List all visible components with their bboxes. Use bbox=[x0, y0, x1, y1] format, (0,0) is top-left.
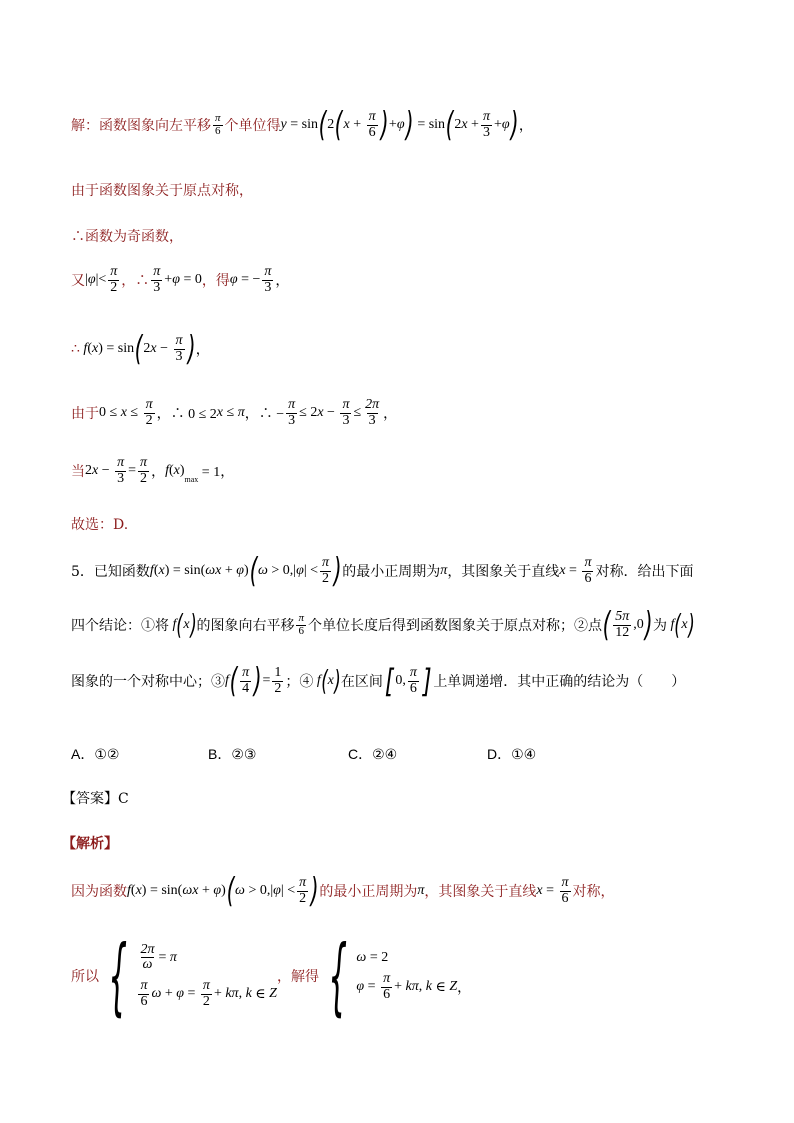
solution-line-3 bbox=[71, 226, 183, 246]
text: 在区间 bbox=[340, 674, 383, 690]
text: 四个结论：①将 bbox=[71, 618, 169, 634]
text: ，得 bbox=[201, 273, 230, 290]
analysis-line-1 bbox=[71, 871, 615, 911]
text: 个单位得 bbox=[224, 118, 281, 134]
formula: f ( x ) bbox=[313, 664, 341, 697]
equation-system-2: { ω = 2 φ = $\frac{\pi}{6}$ + kπ , k ∈ Z ， bbox=[328, 927, 472, 1025]
text: ；④ bbox=[285, 674, 314, 690]
formula: f ( x ) bbox=[667, 608, 695, 641]
option-b[interactable]: B．②③ bbox=[208, 746, 257, 762]
text: 由于函数图象关于原点对称， bbox=[71, 183, 253, 199]
text: 个单位长度后得到函数图象关于原点对称；②点 bbox=[308, 618, 602, 634]
answer-label: 【答案】C bbox=[62, 791, 129, 807]
text: 由于 bbox=[71, 406, 99, 423]
formula: x = $\frac{\pi}{6}$ bbox=[536, 874, 569, 906]
question-5-line-1 bbox=[71, 551, 694, 591]
text: 因为函数 bbox=[71, 884, 127, 900]
text: 5．已知函数 bbox=[71, 564, 150, 580]
text: 的最小正周期为 bbox=[342, 564, 441, 580]
text: 图象的一个对称中心；③ bbox=[71, 674, 225, 690]
formula: y = sin ( 2 ( x + $\frac{\pi}{6}$ ) + φ ) = sin ( 2 x + $\frac{\pi}{3}$ + φ ) ， bbox=[280, 105, 533, 145]
option-d[interactable]: D．①④ bbox=[487, 746, 537, 762]
text: ∴ bbox=[71, 341, 80, 357]
option-c[interactable]: C．②④ bbox=[348, 746, 398, 762]
solution-line-6 bbox=[71, 398, 397, 428]
text: 对称．给出下面 bbox=[595, 564, 694, 580]
formula: f ( $\frac{\pi}{4}$ ) = $\frac{1}{2}$ bbox=[225, 661, 282, 701]
formula: x = $\frac{\pi}{6}$ bbox=[559, 554, 592, 586]
solution-line-2 bbox=[71, 180, 253, 200]
solution-line-1 bbox=[71, 105, 533, 145]
text: ，其图象关于直线 bbox=[424, 884, 537, 900]
analysis-label: 【解析】 bbox=[62, 836, 118, 852]
formula: ( $\frac{5\pi}{12}$ ,0 ) bbox=[602, 605, 653, 645]
formula: f ( x ) = sin( ωx + φ ) ( ω > 0,| φ | < $\frac{\pi}{2}$ ) bbox=[149, 551, 342, 591]
text: 故选：D. bbox=[71, 517, 129, 533]
formula: [ 0, $\frac{\pi}{6}$ ] bbox=[384, 662, 432, 700]
text: 上单调递增．其中正确的结论为（ ） bbox=[433, 674, 686, 690]
solution-line-7 bbox=[71, 456, 234, 486]
text: 解：函数图象向左平移 bbox=[71, 118, 211, 134]
formula: f ( x ) bbox=[169, 608, 197, 641]
formula: φ = − $\frac{\pi}{3}$ ， bbox=[229, 264, 290, 295]
equation-system-1: { $\frac{2\pi}{\omega}$ = π $\frac{\pi}{6}$ ω + φ = $\frac{\pi}{2}$ + kπ , k ∈ Z bbox=[108, 927, 277, 1025]
text: 当 bbox=[71, 464, 85, 481]
text: ∴函数为奇函数， bbox=[71, 229, 183, 245]
formula: π bbox=[440, 563, 448, 578]
solution-line-8 bbox=[71, 514, 128, 534]
text: 的图象向右平移 bbox=[196, 618, 295, 634]
formula: π bbox=[417, 883, 425, 898]
solution-line-5 bbox=[71, 329, 210, 369]
option-a[interactable]: A．①② bbox=[71, 746, 120, 762]
formula: 0 ≤ x ≤ $\frac{\pi}{2}$ ，∴ 0 ≤ 2 x ≤ π ，∴ − $\frac{\pi}{3}$ ≤ 2 x − $\frac{\pi}{3}$ ≤ $\frac{2\pi}{3}$ ， bbox=[99, 397, 398, 428]
frac: $\frac{\pi}{6}$ bbox=[215, 111, 221, 137]
text: 为 bbox=[653, 618, 668, 634]
analysis-line-2 bbox=[71, 927, 472, 1025]
solution-line-4 bbox=[71, 265, 289, 295]
text: ，其图象关于直线 bbox=[447, 564, 560, 580]
text: ，∴ bbox=[121, 273, 150, 290]
text: 所以 bbox=[71, 969, 99, 985]
formula: $\frac{\pi}{3}$ + φ = 0 bbox=[153, 264, 202, 295]
question-5-line-2 bbox=[71, 605, 695, 645]
formula: f ( x ) = sin( ωx + φ ) ( ω > 0,| φ | < $\frac{\pi}{2}$ ) bbox=[127, 871, 319, 911]
formula: | φ |< $\frac{\pi}{2}$ bbox=[85, 264, 118, 295]
text: ，解得 bbox=[276, 969, 319, 985]
text: 又 bbox=[71, 273, 85, 290]
text: 的最小正周期为 bbox=[319, 884, 418, 900]
formula: 2 x − $\frac{\pi}{3}$ = $\frac{\pi}{2}$ ， f ( x ) max = 1， bbox=[85, 455, 235, 486]
text: 对称， bbox=[572, 884, 615, 900]
frac: $\frac{\pi}{6}$ bbox=[298, 611, 304, 637]
question-5-line-3 bbox=[71, 661, 686, 701]
formula: f ( x ) = sin ( 2 x − $\frac{\pi}{3}$ ) ， bbox=[79, 329, 210, 369]
